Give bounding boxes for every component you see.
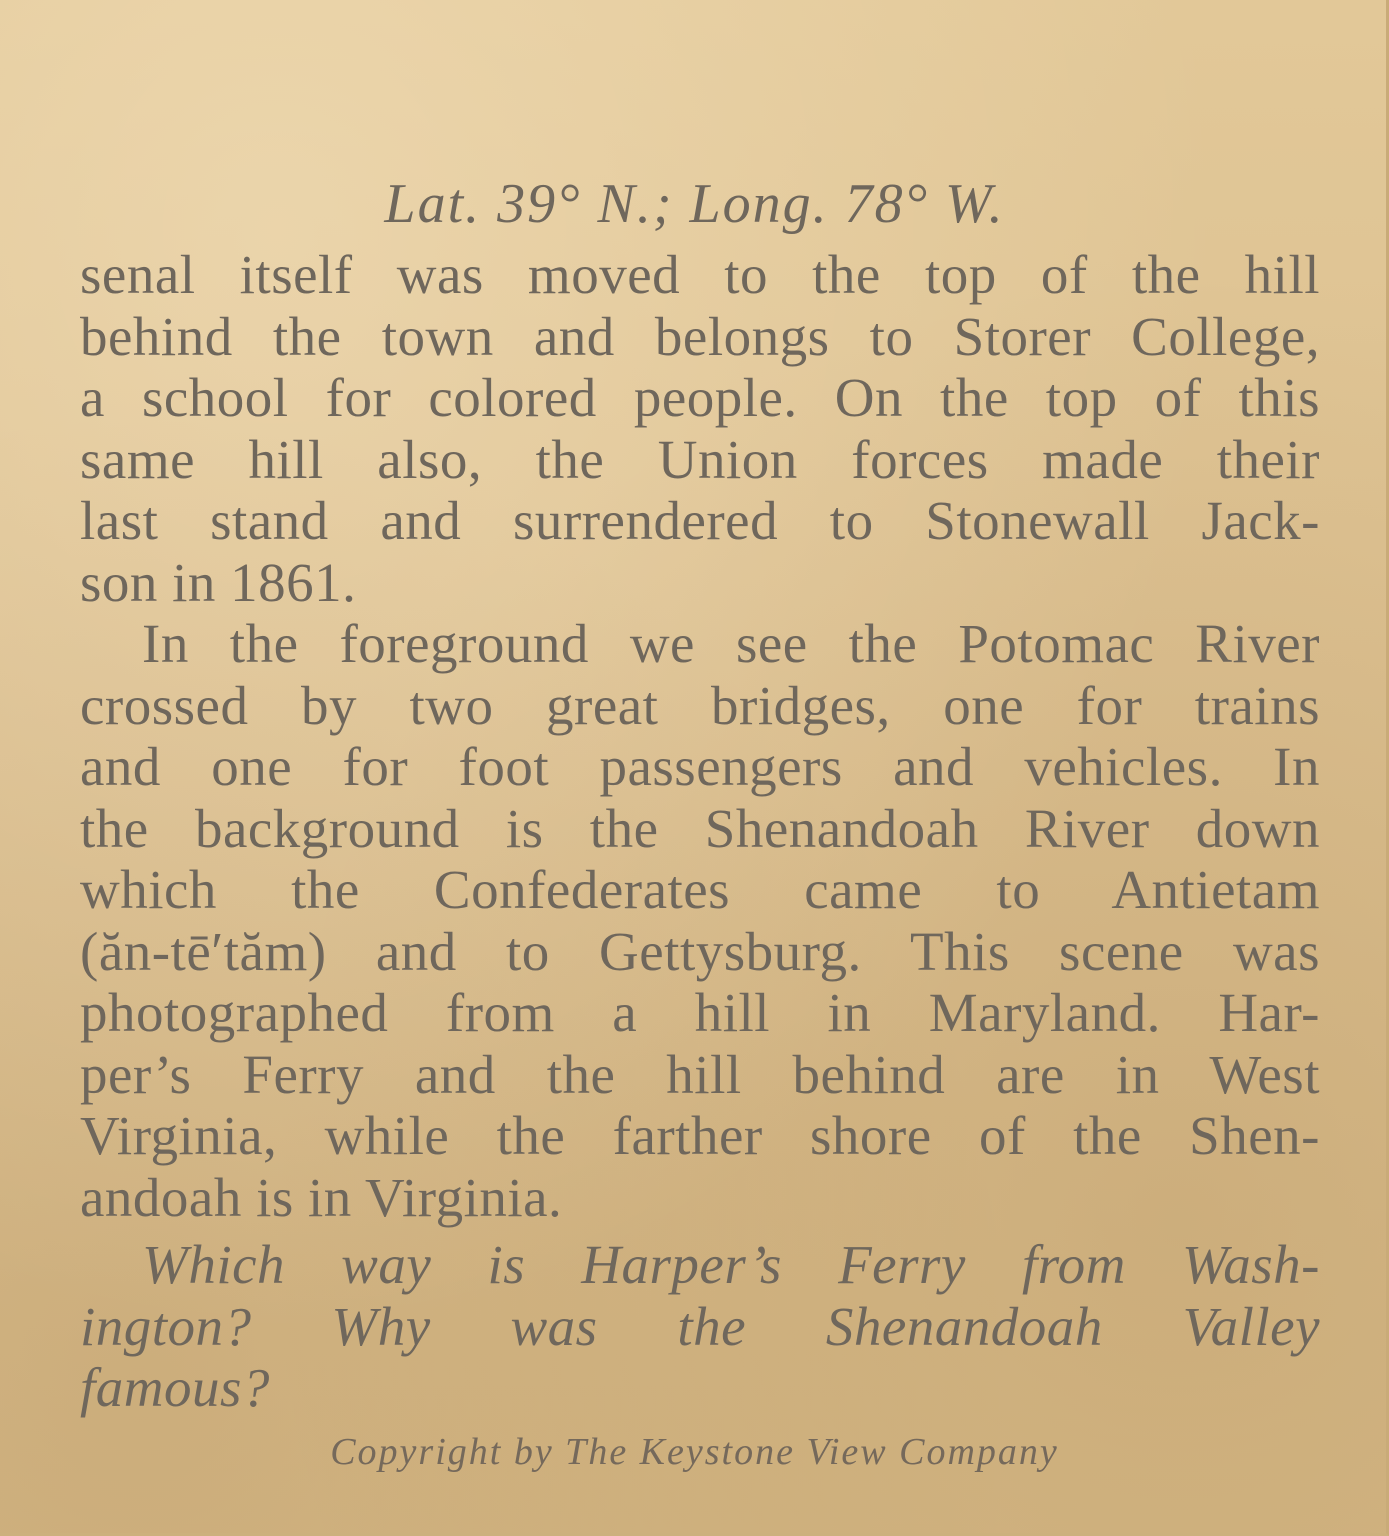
text-line: last stand and surrendered to Stonewall Jack- [80, 490, 1320, 551]
text-line: (ăn-tē′tăm) and to Gettysburg. This scene was [80, 920, 1320, 982]
text-line: photographed from a hill in Maryland. Har- [80, 982, 1320, 1043]
paragraph-description [80, 613, 1320, 1228]
text-line: senal itself was moved to the top of the hill [80, 244, 1320, 305]
text-line: andoah is in Virginia. [80, 1166, 563, 1228]
text-line: per’s Ferry and the hill behind are in West [80, 1043, 1320, 1105]
card-body-text [80, 244, 1320, 1419]
text-line: same hill also, the Union forces made their [80, 428, 1320, 490]
text-line: which the Confederates came to Antietam [80, 859, 1320, 920]
copyright-notice: Copyright by The Keystone View Company [330, 1431, 1059, 1473]
question-line: Which way is Harper’s Ferry from Wash- [142, 1234, 1320, 1295]
text-line: Virginia, while the farther shore of the Shen- [80, 1105, 1320, 1166]
text-line: son in 1861. [80, 551, 357, 613]
text-line: the background is the Shenandoah River down [80, 797, 1320, 859]
question-line: ington? Why was the Shenandoah Valley [80, 1295, 1320, 1357]
text-line: In the foreground we see the Potomac River [142, 613, 1320, 674]
coordinates-heading: Lat. 39° N.; Long. 78° W. [384, 173, 1005, 235]
study-questions [80, 1234, 1320, 1419]
text-line: behind the town and belongs to Storer College, [80, 305, 1320, 367]
question-line: famous? [80, 1357, 270, 1418]
text-line: a school for colored people. On the top of this [80, 367, 1320, 428]
text-line: and one for foot passengers and vehicles. In [80, 736, 1320, 797]
text-line: crossed by two great bridges, one for trains [80, 674, 1320, 736]
paragraph-history [80, 244, 1320, 613]
